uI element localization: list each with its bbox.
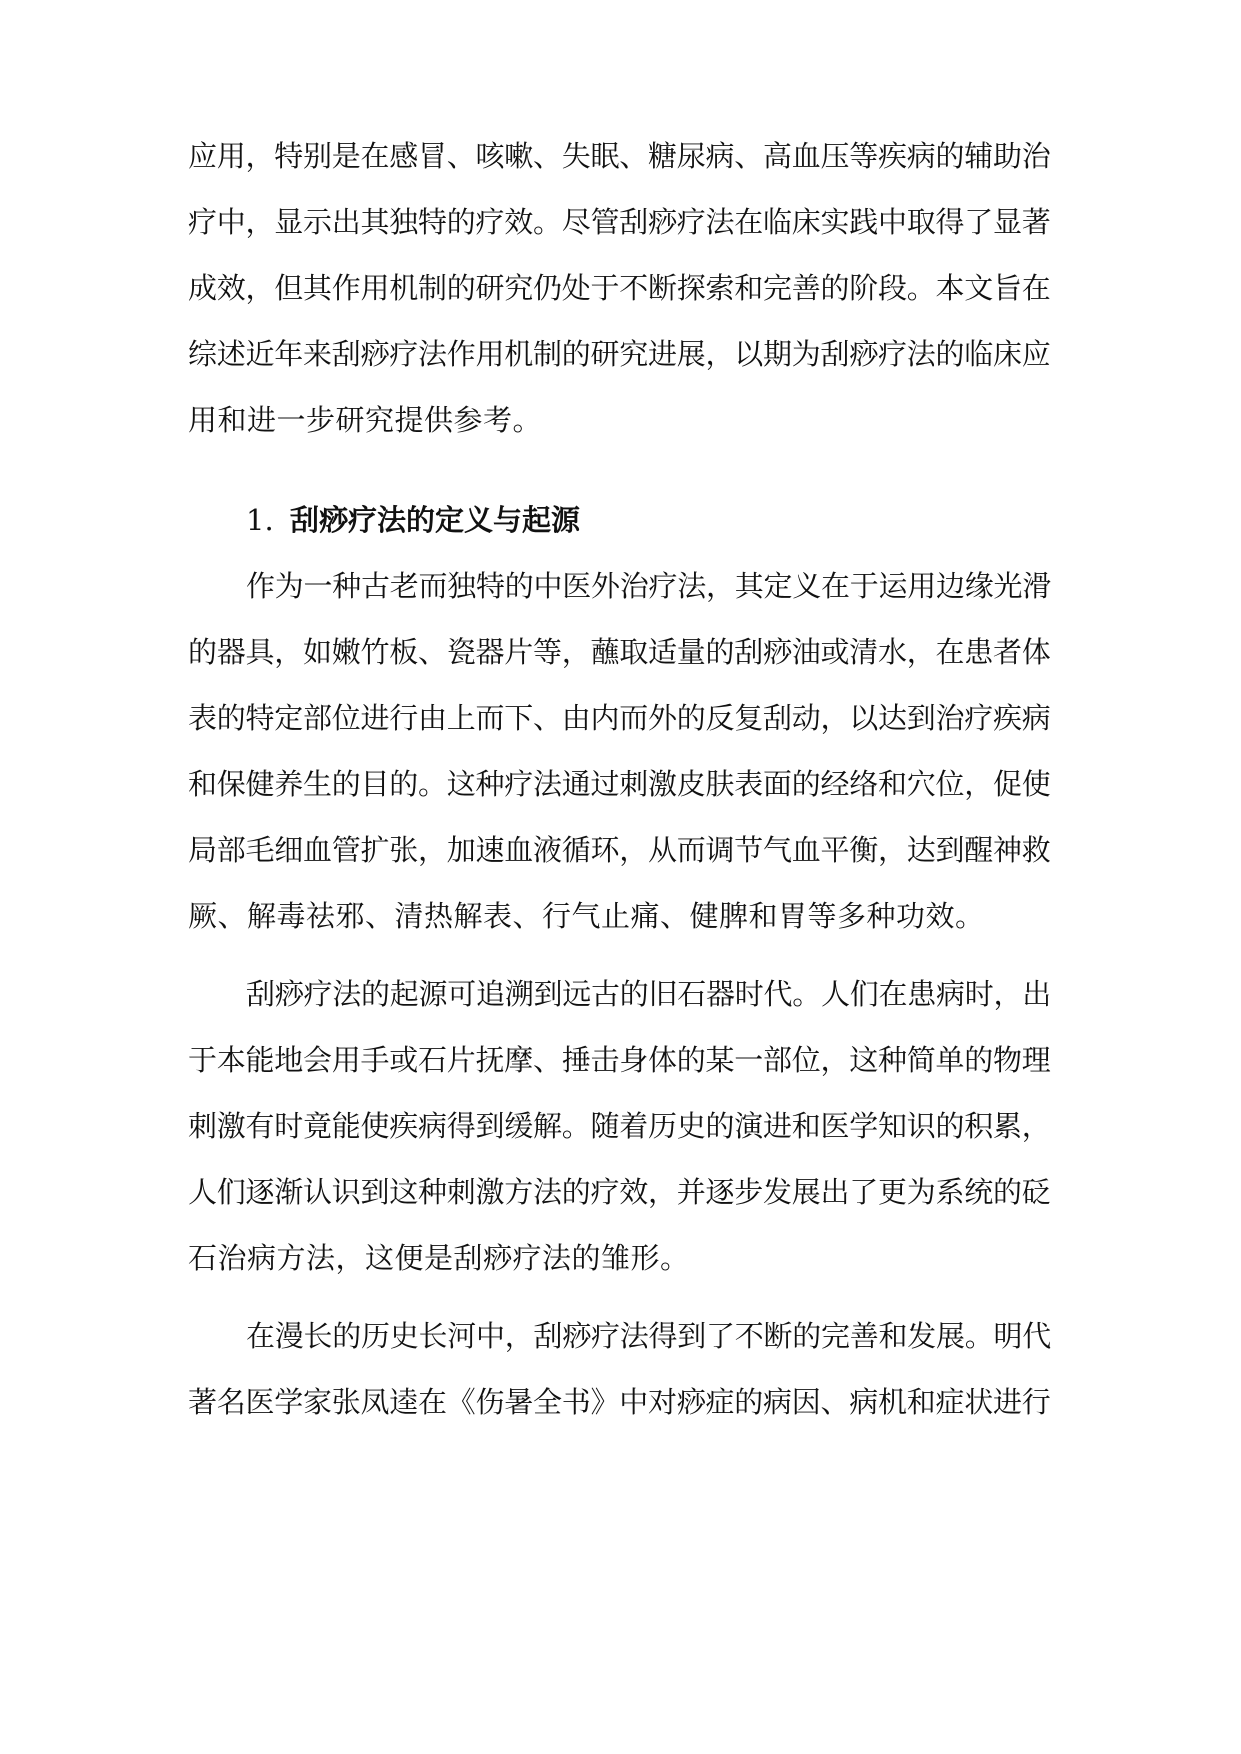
intro-line-3: 成效，但其作用机制的研究仍处于不断探索和完善的阶段。本文旨在 (188, 271, 1051, 305)
intro-line-5: 用和进一步研究提供参考。 (188, 403, 543, 437)
section-number: 1. (246, 503, 274, 537)
intro-line-4: 综述近年来刮痧疗法作用机制的研究进展，以期为刮痧疗法的临床应 (188, 337, 1051, 371)
para3-line-2: 著名医学家张凤逵在《伤暑全书》中对痧症的病因、病机和症状进行 (188, 1385, 1051, 1419)
para2-line-2: 于本能地会用手或石片抚摩、捶击身体的某一部位，这种简单的物理 (188, 1043, 1051, 1077)
para1-line-3: 表的特定部位进行由上而下、由内而外的反复刮动，以达到治疗疾病 (188, 701, 1051, 735)
intro-line-2: 疗中，显示出其独特的疗效。尽管刮痧疗法在临床实践中取得了显著 (188, 205, 1051, 239)
para2-line-5: 石治病方法，这便是刮痧疗法的雏形。 (188, 1241, 690, 1275)
section-heading (246, 502, 1054, 538)
para1-line-2: 的器具，如嫩竹板、瓷器片等，蘸取适量的刮痧油或清水，在患者体 (188, 635, 1051, 669)
para1-line-5: 局部毛细血管扩张，加速血液循环，从而调节气血平衡，达到醒神救 (188, 833, 1051, 867)
para1-line-4: 和保健养生的目的。这种疗法通过刺激皮肤表面的经络和穴位，促使 (188, 767, 1051, 801)
intro-line-1: 应用，特别是在感冒、咳嗽、失眠、糖尿病、高血压等疾病的辅助治 (188, 139, 1051, 173)
section-title: 刮痧疗法的定义与起源 (290, 503, 581, 537)
para1-line-6: 厥、解毒祛邪、清热解表、行气止痛、健脾和胃等多种功效。 (188, 899, 985, 933)
para3-line-1: 在漫长的历史长河中，刮痧疗法得到了不断的完善和发展。明代 (246, 1319, 1052, 1353)
para2-line-4: 人们逐渐认识到这种刺激方法的疗效，并逐步发展出了更为系统的砭 (188, 1175, 1051, 1209)
para1-line-1: 作为一种古老而独特的中医外治疗法，其定义在于运用边缘光滑 (246, 569, 1052, 603)
para2-line-3: 刺激有时竟能使疾病得到缓解。随着历史的演进和医学知识的积累， (188, 1109, 1051, 1143)
para2-line-1: 刮痧疗法的起源可追溯到远古的旧石器时代。人们在患病时，出 (246, 977, 1052, 1011)
